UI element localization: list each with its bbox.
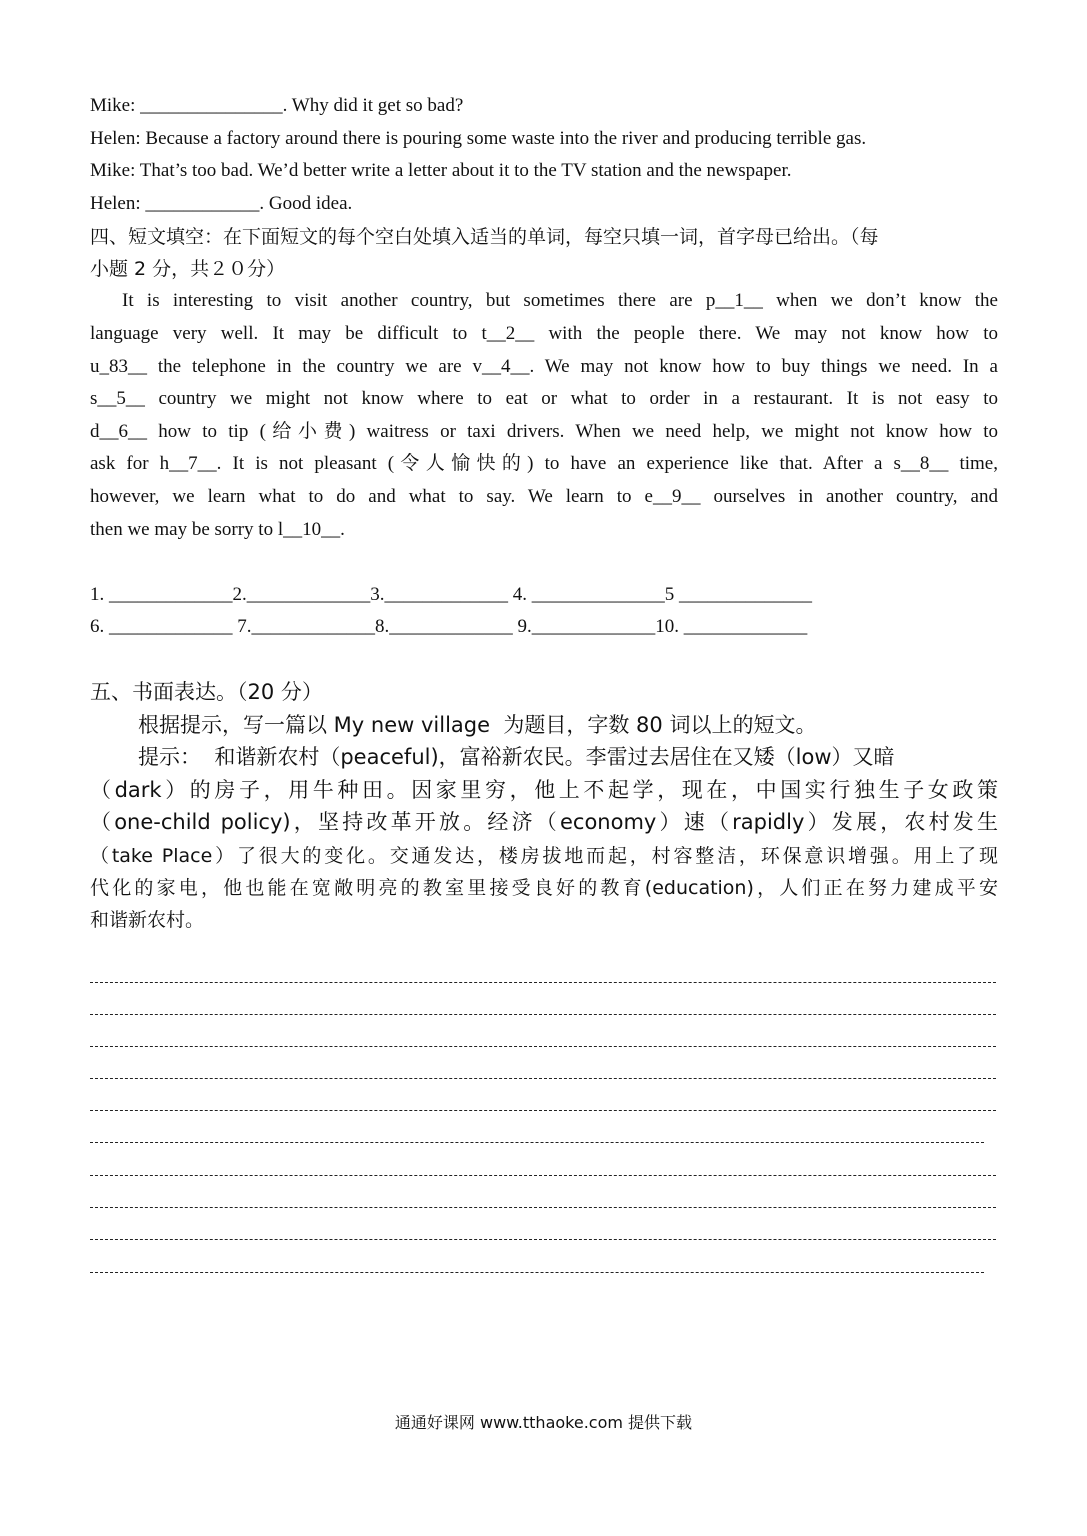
passage-line-4: s__5__ country we might not know where to eat or what to order in a restaurant. It is not easy to [90,388,998,409]
hint-line-5: 代化的家电，他也能在宽敞明亮的教室里接受良好的教育(education)，人们正在努力建成平安 [90,877,998,899]
dialogue-line-4: Helen: ____________. Good idea. [90,193,353,214]
writing-line-7[interactable] [90,1175,996,1176]
passage-line-5: d__6__ how to tip (给小费) waitress or taxi drivers. When we need help, we might not know how to [90,421,998,442]
passage-line-1: It is interesting to visit another country, but sometimes there are p__1__ when we don’t know the [122,290,998,311]
dialogue-line-3: Mike: That’s too bad. We’d better write a letter about it to the TV station and the newspaper. [90,160,792,181]
answer-row-2: 6. _____________ 7._____________8._____________ 9._____________10. _____________ [90,616,808,637]
dialogue-line-2: Helen: Because a factory around there is pouring some waste into the river and producing terrible gas. [90,128,867,149]
passage-line-3: u_83__ the telephone in the country we are v__4__. We may not know how to buy things we need. In a [90,356,998,377]
section4-heading-line1: 四、短文填空：在下面短文的每个空白处填入适当的单词，每空只填一词，首字母已给出。（每 [90,226,879,248]
passage-line-6: ask for h__7__. It is not pleasant (令人愉快的) to have an experience like that. After a s__8__ time, [90,453,998,474]
writing-line-9[interactable] [90,1239,996,1240]
writing-line-6[interactable] [90,1142,984,1143]
writing-line-4[interactable] [90,1078,996,1079]
hint-line-4: （take Place）了很大的变化。交通发达，楼房拔地而起，村容整洁，环保意识增强。用上了现 [90,845,998,867]
passage-line-8: then we may be sorry to l__10__. [90,519,345,540]
answer-row-1: 1. _____________2._____________3._____________ 4. ______________5 ______________ [90,584,812,605]
writing-line-10[interactable] [90,1272,984,1273]
hint-line-2: （dark）的房子，用牛种田。因家里穷，他上不起学，现在，中国实行独生子女政策 [90,778,998,802]
dialogue-line-1: Mike: _______________. Why did it get so bad? [90,95,464,116]
passage-line-2: language very well. It may be difficult to t__2__ with the people there. We may not know how to [90,323,998,344]
writing-line-8[interactable] [90,1207,996,1208]
writing-line-1[interactable] [90,982,996,983]
writing-line-5[interactable] [90,1110,996,1111]
writing-line-3[interactable] [90,1046,996,1047]
section5-heading: 五、书面表达。（20 分） [90,680,323,704]
passage-line-7: however, we learn what to do and what to say. We learn to e__9__ ourselves in another country, and [90,486,998,507]
hint-line-1: 提示： 和谐新农村（peaceful)，富裕新农民。李雷过去居住在又矮（low）又暗 [138,745,895,769]
section4-heading-line2: 小题 2 分，共２０分） [90,258,286,280]
hint-line-6: 和谐新农村。 [90,909,205,931]
hint-line-3: （one-child policy)，坚持改革开放。经济（economy）速（rapidly）发展，农村发生 [90,810,998,834]
footer-text: 通通好课网 www.tthaoke.com 提供下载 [394,1413,693,1432]
writing-line-2[interactable] [90,1014,996,1015]
section5-instruction: 根据提示，写一篇以 My new village 为题目，字数 80 词以上的短文。 [138,713,817,737]
